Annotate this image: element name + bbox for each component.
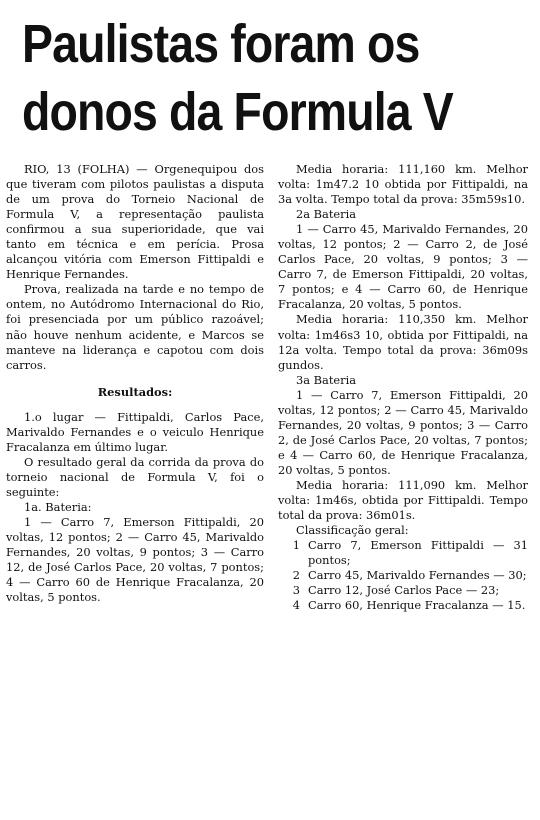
classification-text: Carro 12, José Carlos Pace — 23; (308, 583, 500, 598)
classification-position: 3 (292, 583, 300, 598)
classification-item (278, 538, 528, 568)
race-paragraph: Prova, realizada na tarde e no tempo de ontem, no Autódromo Internacional do Rio, foi presenciada por um público razoável; não houve nenhum acidente, e Marcos se manteve na liderança e capotou com dois carros. (6, 282, 264, 372)
classification-position: 2 (292, 568, 300, 583)
heat-1-results: 1 — Carro 7, Emerson Fittipaldi, 20 voltas, 12 pontos; 2 — Carro 45, Marivaldo Fernandes, 20 voltas, 9 pontos; 3 — Carro 12, de José Carlos Pace, 20 voltas, 7 pontos; 4 — Carro 60 de Henrique Fracalanza, 20 voltas, 5 pontos. (6, 515, 264, 605)
heat-3-label: 3a Bateria (296, 372, 357, 387)
headline-line-1: Paulistas foram os (22, 14, 420, 74)
heat-1-label: 1a. Bateria: (24, 499, 92, 514)
right-column (278, 162, 528, 613)
classification-text: Carro 60, Henrique Fracalanza — 15. (308, 598, 526, 613)
classification-item (278, 568, 528, 583)
results-heading: Resultados: (97, 384, 173, 399)
classification-list (278, 538, 528, 613)
headline (22, 10, 452, 146)
winners-paragraph: 1.o lugar — Fittipaldi, Carlos Pace, Marivaldo Fernandes e o veiculo Henrique Fracalanza em último lugar. (6, 409, 264, 454)
headline-line-2: donos da Formula V (22, 82, 453, 142)
heat-2-stats: Media horaria: 110,350 km. Melhor volta: 1m46s3 10, obtida por Fittipaldi, na 12a volta. Tempo total da prova: 36m09s gundos. (278, 312, 528, 372)
intro-paragraph: RIO, 13 (FOLHA) — Orgenequipou dos que tiveram com pilotos paulistas a disputa de um prova do Torneio Nacional de Formula V, a representação paulista confirmou a sua superioridade, que vai tanto em técnica e em perícia. Prosa alcançou vitória com Emerson Fittipaldi e Henrique Fernandes. (6, 162, 264, 282)
heat-3-stats: Media horaria: 111,090 km. Melhor volta: 1m46s, obtida por Fittipaldi. Tempo total da prova: 36m01s. (278, 477, 528, 523)
classification-text: Carro 45, Marivaldo Fernandes — 30; (308, 568, 527, 583)
classification-position: 1 (292, 538, 300, 553)
classification-item (278, 583, 528, 598)
heat-3-results: 1 — Carro 7, Emerson Fittipaldi, 20 voltas, 12 pontos; 2 — Carro 45, Marivaldo Fernandes, 20 voltas, 9 pontos; 3 — Carro 2, de José Carlos Pace, 20 voltas, 7 pontos; e 4 — Carro 60, de Henrique Fracalanza, 20 voltas, 5 pontos. (278, 387, 528, 477)
heat-2-results: 1 — Carro 45, Marivaldo Fernandes, 20 voltas, 12 pontos; 2 — Carro 2, de José Carlos Pace, 20 voltas, 9 pontos; 3 — Carro 7, de Emerson Fittipaldi, 20 voltas, 7 pontos; e 4 — Carro 60, de Henrique Fracalanza, 20 voltas, 5 pontos. (278, 222, 528, 312)
classification-text: Carro 7, Emerson Fittipaldi — 31 pontos; (308, 538, 528, 568)
classification-label: Classificação geral: (296, 523, 409, 538)
left-column (6, 162, 264, 605)
overall-intro-paragraph: O resultado geral da corrida da prova do torneio nacional de Formula V, foi o seguinte: (6, 454, 264, 499)
classification-position: 4 (292, 598, 300, 613)
classification-item (278, 598, 528, 613)
heat-1-stats: Media horaria: 111,160 km. Melhor volta: 1m47.2 10 obtida por Fittipaldi, na 3a volta. Tempo total da prova: 35m59s10. (278, 162, 528, 207)
heat-2-label: 2a Bateria (296, 207, 357, 222)
